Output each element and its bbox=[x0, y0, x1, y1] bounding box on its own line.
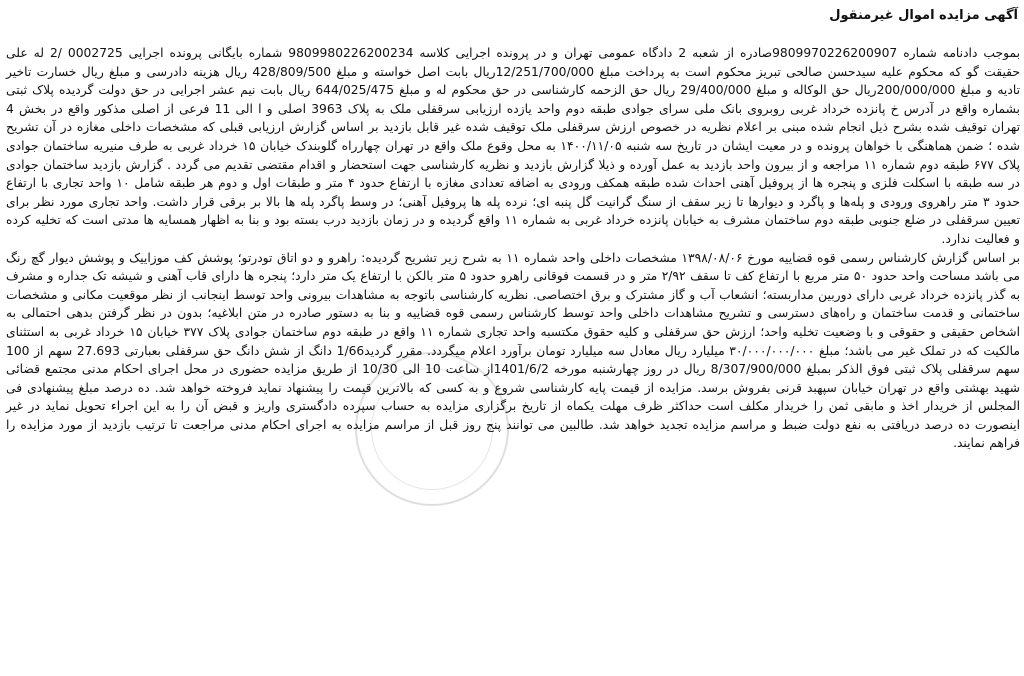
notice-paragraph-2: بر اساس گزارش کارشناس رسمی قوه قضاییه مورخ ۱۳۹۸/۰۸/۰۶ مشخصات داخلی واحد شماره ۱۱ به شرح زیر تشریح گردیده: راهرو و دو اتاق تودرتو؛ پوشش کف موزاییک و پوشش دیوار گچ رنگ می باشد مساحت واحد حدود ۵۰ متر مربع با ارتفاع کف تا سقف ۲/۹۲ متر و در قسمت فوقانی راهرو حدود ۵ متر بالکن با ارتفاع یک متر دارد؛ پنجره ها دارای قاب آهنی و شیشه تک جداره و مشرف به گذر پانزده خرداد غربی دارای دوربین مداربسته؛ انشعاب آب و گاز مشترک و برق اختصاصی. نظریه کارشناسی باتوجه به مشاهدات بیرونی واحد توسط اینجانب از نظر موقعیت مکانی و مشخصات ساختمانی و قدمت ساختمان و راه‌های دسترسی و تشریح مشاهدات داخلی واحد توسط کارشناس رسمی قوه قضاییه و بنا به دستور صادره در متن ابلاغیه؛ بدون در نظر گرفتن بدهی احتمالی به اشخاص حقیقی و حقوقی و با وضعیت تخلیه واحد؛ ارزش حق سرقفلی و کلیه حقوق مکتسبه واحد تجاری شماره ۱۱ واقع در طبقه دوم ساختمان جوادی پلاک ۳۷۷ خیابان ۱۵ خرداد غربی به استثنای مالکیت که در تملک غیر می باشد؛ مبلغ ۳۰/۰۰۰/۰۰۰/۰۰۰ میلیارد ریال معادل سه میلیارد تومان برآورد اعلام میگردد. مقرر گردید1/66 دانگ از شش دانگ حق سرقفلی بعبارتی 27.693 سهم از 100 سهم سرقفلی پلاک ثبتی فوق الذکر بمبلغ 8/307/900/000 ریال در روز چهارشنبه مورخه 1401/6/2از ساعت 10 الی 10/30 از طریق مزایده حضوری در محل اجرای احکام مدنی مجتمع قضائی شهید بهشتی واقع در تهران خیابان سپهبد قرنی بفروش برسد. مزایده از قیمت پایه کارشناسی شروع و به کسی که بالاترین قیمت را پیشنهاد نماید فروخته خواهد شد. ده درصد مبلغ پیشنهادی فی المجلس از خریدار اخذ و مابقی ثمن را خریدار مکلف است حداکثر ظرف مهلت یکماه از تاریخ برگزاری مزایده به حساب سپرده دادگستری واریز و قبض آن را به این اجراء تحویل نماید در غیر اینصورت ده درصد دریافتی به نفع دولت ضبط و مراسم مزایده تجدید خواهد شد. طالبین می توانند پنج روز قبل از مراسم مزایده به اجرای احکام مدنی مراجعت تا ترتیب بازدید از مورد مزایده را فراهم نمایند. bbox=[6, 250, 1021, 451]
notice-body bbox=[6, 44, 1020, 453]
notice-title: آگهی مزایده اموال غیرمنقول bbox=[829, 8, 1018, 23]
notice-paragraph-1: بموجب دادنامه شماره 9809970226200907صادره از شعبه 2 دادگاه عمومی تهران و در پرونده اجرایی کلاسه 9809980226200234 شماره بایگانی پرونده اجرایی 0002725 /2 له علی حقیقت گو که محکوم علیه سیدحسن صالحی تبریز محکوم است به پرداخت مبلغ 12/251/700/000ریال بابت اصل خواسته و مبلغ 428/809/500 ریال هزینه دادرسی و مبلغ ریال خسارت تاخیر تادیه و مبلغ 200/000/000ریال حق الوکاله و مبلغ 29/400/000 ریال حق الزحمه کارشناسی در حق محکوم له و مبلغ 644/025/475 ریال بابت نیم عشر اجرایی در حق دولت گردیده پلاک ثبتی بشماره واقع در آدرس خ پانزده خرداد غربی روبروی بانک ملی سرای جوادی طبقه دوم واحد یازده ارزیابی سرقفلی ملک به پلاک 3963 اصلی و ا الی 11 فرعی از اصلی مذکور واقع در بخش 4 تهران توقیف شده بشرح ذیل انجام شده مبنی بر اعلام نظریه در خصوص ارزش سرقفلی ملک توقیف شده غیر قابل بازدید بر اساس گزارش ارزیابی قبلی که مشخصات داخلی مغازه در آن تشریح شده ؛ ضمن هماهنگی با خواهان پرونده و در معیت ایشان در تاریخ سه شنبه ۱۴۰۰/۱۱/۰۵ به محل وقوع ملک واقع در تهران چهارراه گلوبندک خیابان ۱۵ خرداد غربی به طرف منیریه ساختمان جوادی پلاک ۶۷۷ طبقه دوم شماره ۱۱ مراجعه و از بیرون واحد بازدید به عمل آورده و ذیلا گزارش بازدید و نظریه کارشناسی جهت استحضار و اقدام مقتضی تقدیم می گردد . گزارش بازدید ساختمان جوادی در سه طبقه با اسکلت فلزی و پنجره ها از پروفیل آهنی احداث شده طبقه همکف ورودی به اضافه تعدادی مغازه با ارتفاع حدود ۴ متر و طبقات اول و دوم هر طبقه شامل ۱۰ واحد تجاری با ارتفاع حدود ۳ متر راهروی ورودی و پله‌ها و پاگرد و دیوارها تا زیر سقف از سنگ گرانیت گل پنبه ای؛ نرده پله ها پروفیل آهنی؛ در وسط پاگرد پله ها بالا بر برقی قرار داشت. واحد تجاری مورد نظر برای تعیین سرقفلی در ضلع جنوبی طبقه دوم ساختمان مشرف به خیابان پانزده خرداد غربی به شماره ۱۱ واقع گردیده و در زمان بازدید درب بسته بود و بنا به اظهار همسایه ها مدتی است که تخلیه کرده و فعالیت ندارد. bbox=[6, 46, 1021, 246]
